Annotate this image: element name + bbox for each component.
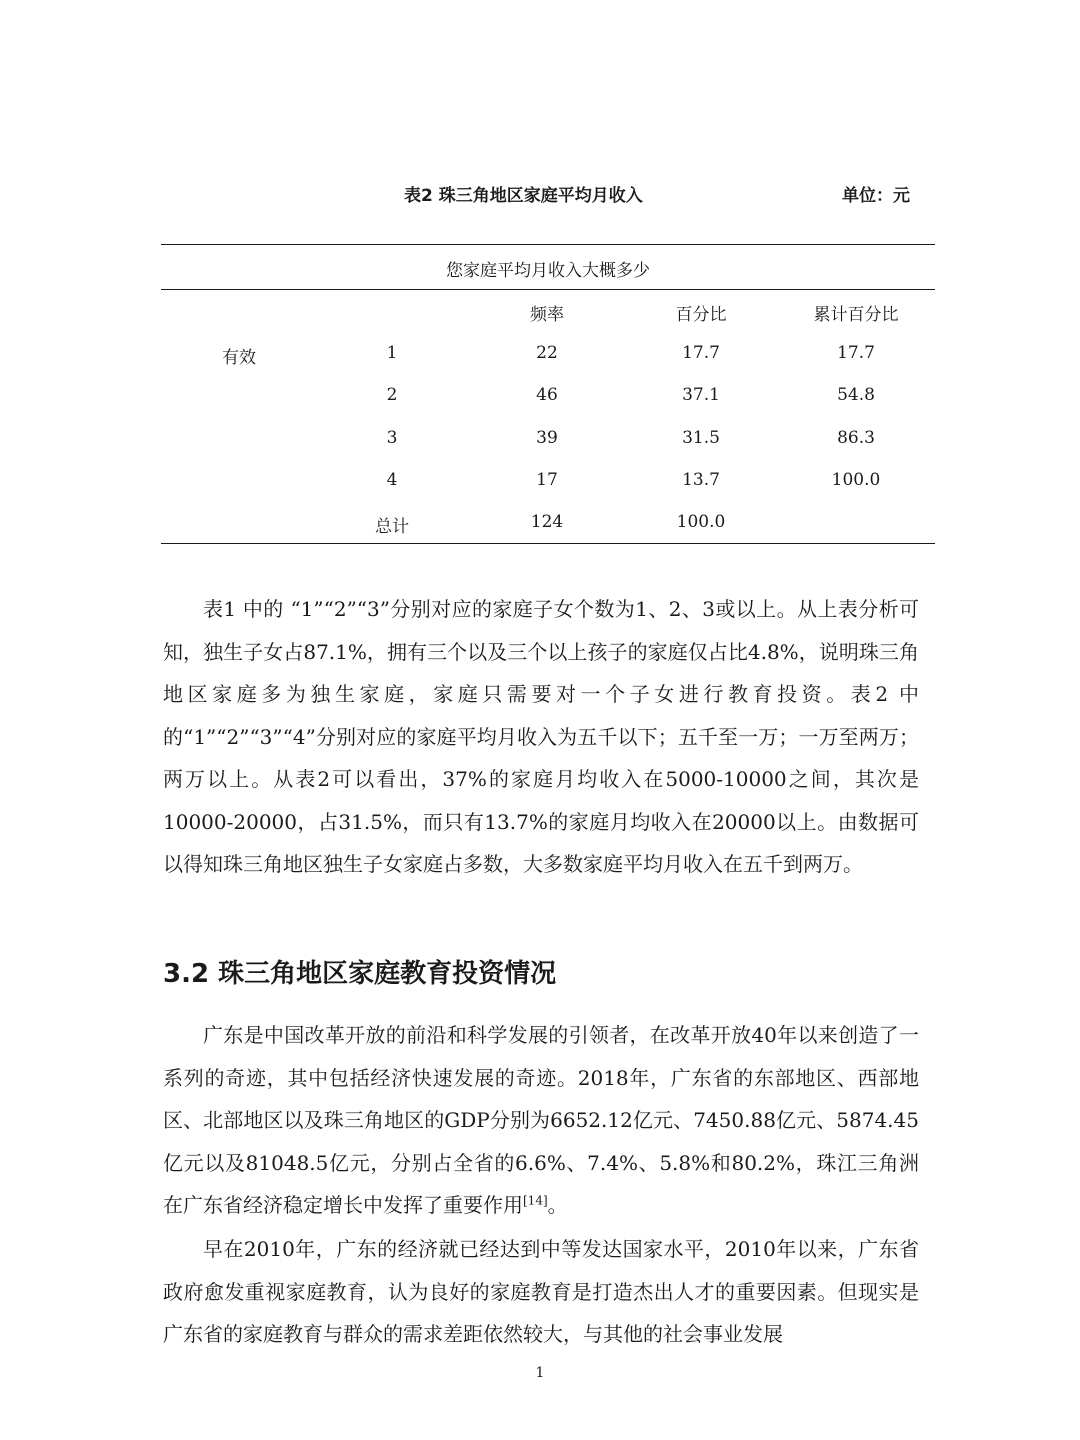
table-bottom-rule [161,543,935,544]
section-heading: 3.2 珠三角地区家庭教育投资情况 [163,959,557,989]
paragraph-end: 。 [547,1193,568,1217]
table-cell: 2 [386,385,398,405]
paragraph-text: 广东是中国改革开放的前沿和科学发展的引领者，在改革开放40年以来创造了一系列的奇迹，其中包括经济快速发展的奇迹。2018年，广东省的东部地区、西部地区、北部地区以及珠三角地区的GDP分别为6652.12亿元、7450.88亿元、5874.45亿元以及81048.5亿元，分别占全省的6.6%、7.4%、5.8%和80.2%，珠江三角洲在广东省经济稳定增长中发挥了重要作用 [163,1023,919,1217]
page-number: 1 [535,1365,545,1381]
table-cell: 39 [536,428,558,448]
table-cell: 100.0 [676,512,726,532]
column-header-cumulative-percent: 累计百分比 [813,305,899,325]
citation-reference: [14] [523,1193,548,1208]
table-cell: 17.7 [837,343,875,363]
table-cell: 有效 [222,348,256,368]
table-cell: 100.0 [831,470,881,490]
table-cell: 54.8 [837,385,875,405]
table-cell-total-label: 总计 [375,517,409,537]
table-cell: 13.7 [682,470,720,490]
table-header: 您家庭平均月收入大概多少 [446,261,650,281]
column-header-frequency: 频率 [530,305,564,325]
table-cell: 17.7 [682,343,720,363]
table-top-rule [161,244,935,245]
table-cell: 1 [386,343,398,363]
table-cell: 46 [536,385,558,405]
table-caption-title: 表2 珠三角地区家庭平均月收入 [404,186,643,206]
column-header-percent: 百分比 [675,305,727,325]
table-caption-unit: 单位：元 [842,186,910,206]
table-cell: 31.5 [682,428,720,448]
table-cell: 86.3 [837,428,875,448]
body-paragraph-3: 早在2010年，广东的经济就已经达到中等发达国家水平，2010年以来，广东省政府愈发重视家庭教育，认为良好的家庭教育是打造杰出人才的重要因素。但现实是广东省的家庭教育与群众的需求差距依然较大，与其他的社会事业发展 [163,1237,919,1346]
table-cell: 4 [386,470,398,490]
table-cell: 17 [536,470,558,490]
body-paragraph-2 [163,1014,919,1227]
table-cell: 124 [530,512,564,532]
table-cell: 3 [386,428,398,448]
table-header-rule [161,289,935,290]
table-cell: 37.1 [682,385,720,405]
body-paragraph-1: 表1 中的 “1”“2”“3”分别对应的家庭子女个数为1、2、3或以上。从上表分析可知，独生子女占87.1%，拥有三个以及三个以上孩子的家庭仅占比4.8%，说明珠三角地区家庭多为独生家庭，家庭只需要对一个子女进行教育投资。表2 中的“1”“2”“3”“4”分别对应的家庭平均月收入为五千以下；五千至一万；一万至两万；两万以上。从表2可以看出，37%的家庭月均收入在5000-10000之间，其次是10000-20000，占31.5%，而只有13.7%的家庭月均收入在20000以上。由数据可以得知珠三角地区独生子女家庭占多数，大多数家庭平均月收入在五千到两万。 [163,597,919,876]
table-cell: 22 [536,343,558,363]
